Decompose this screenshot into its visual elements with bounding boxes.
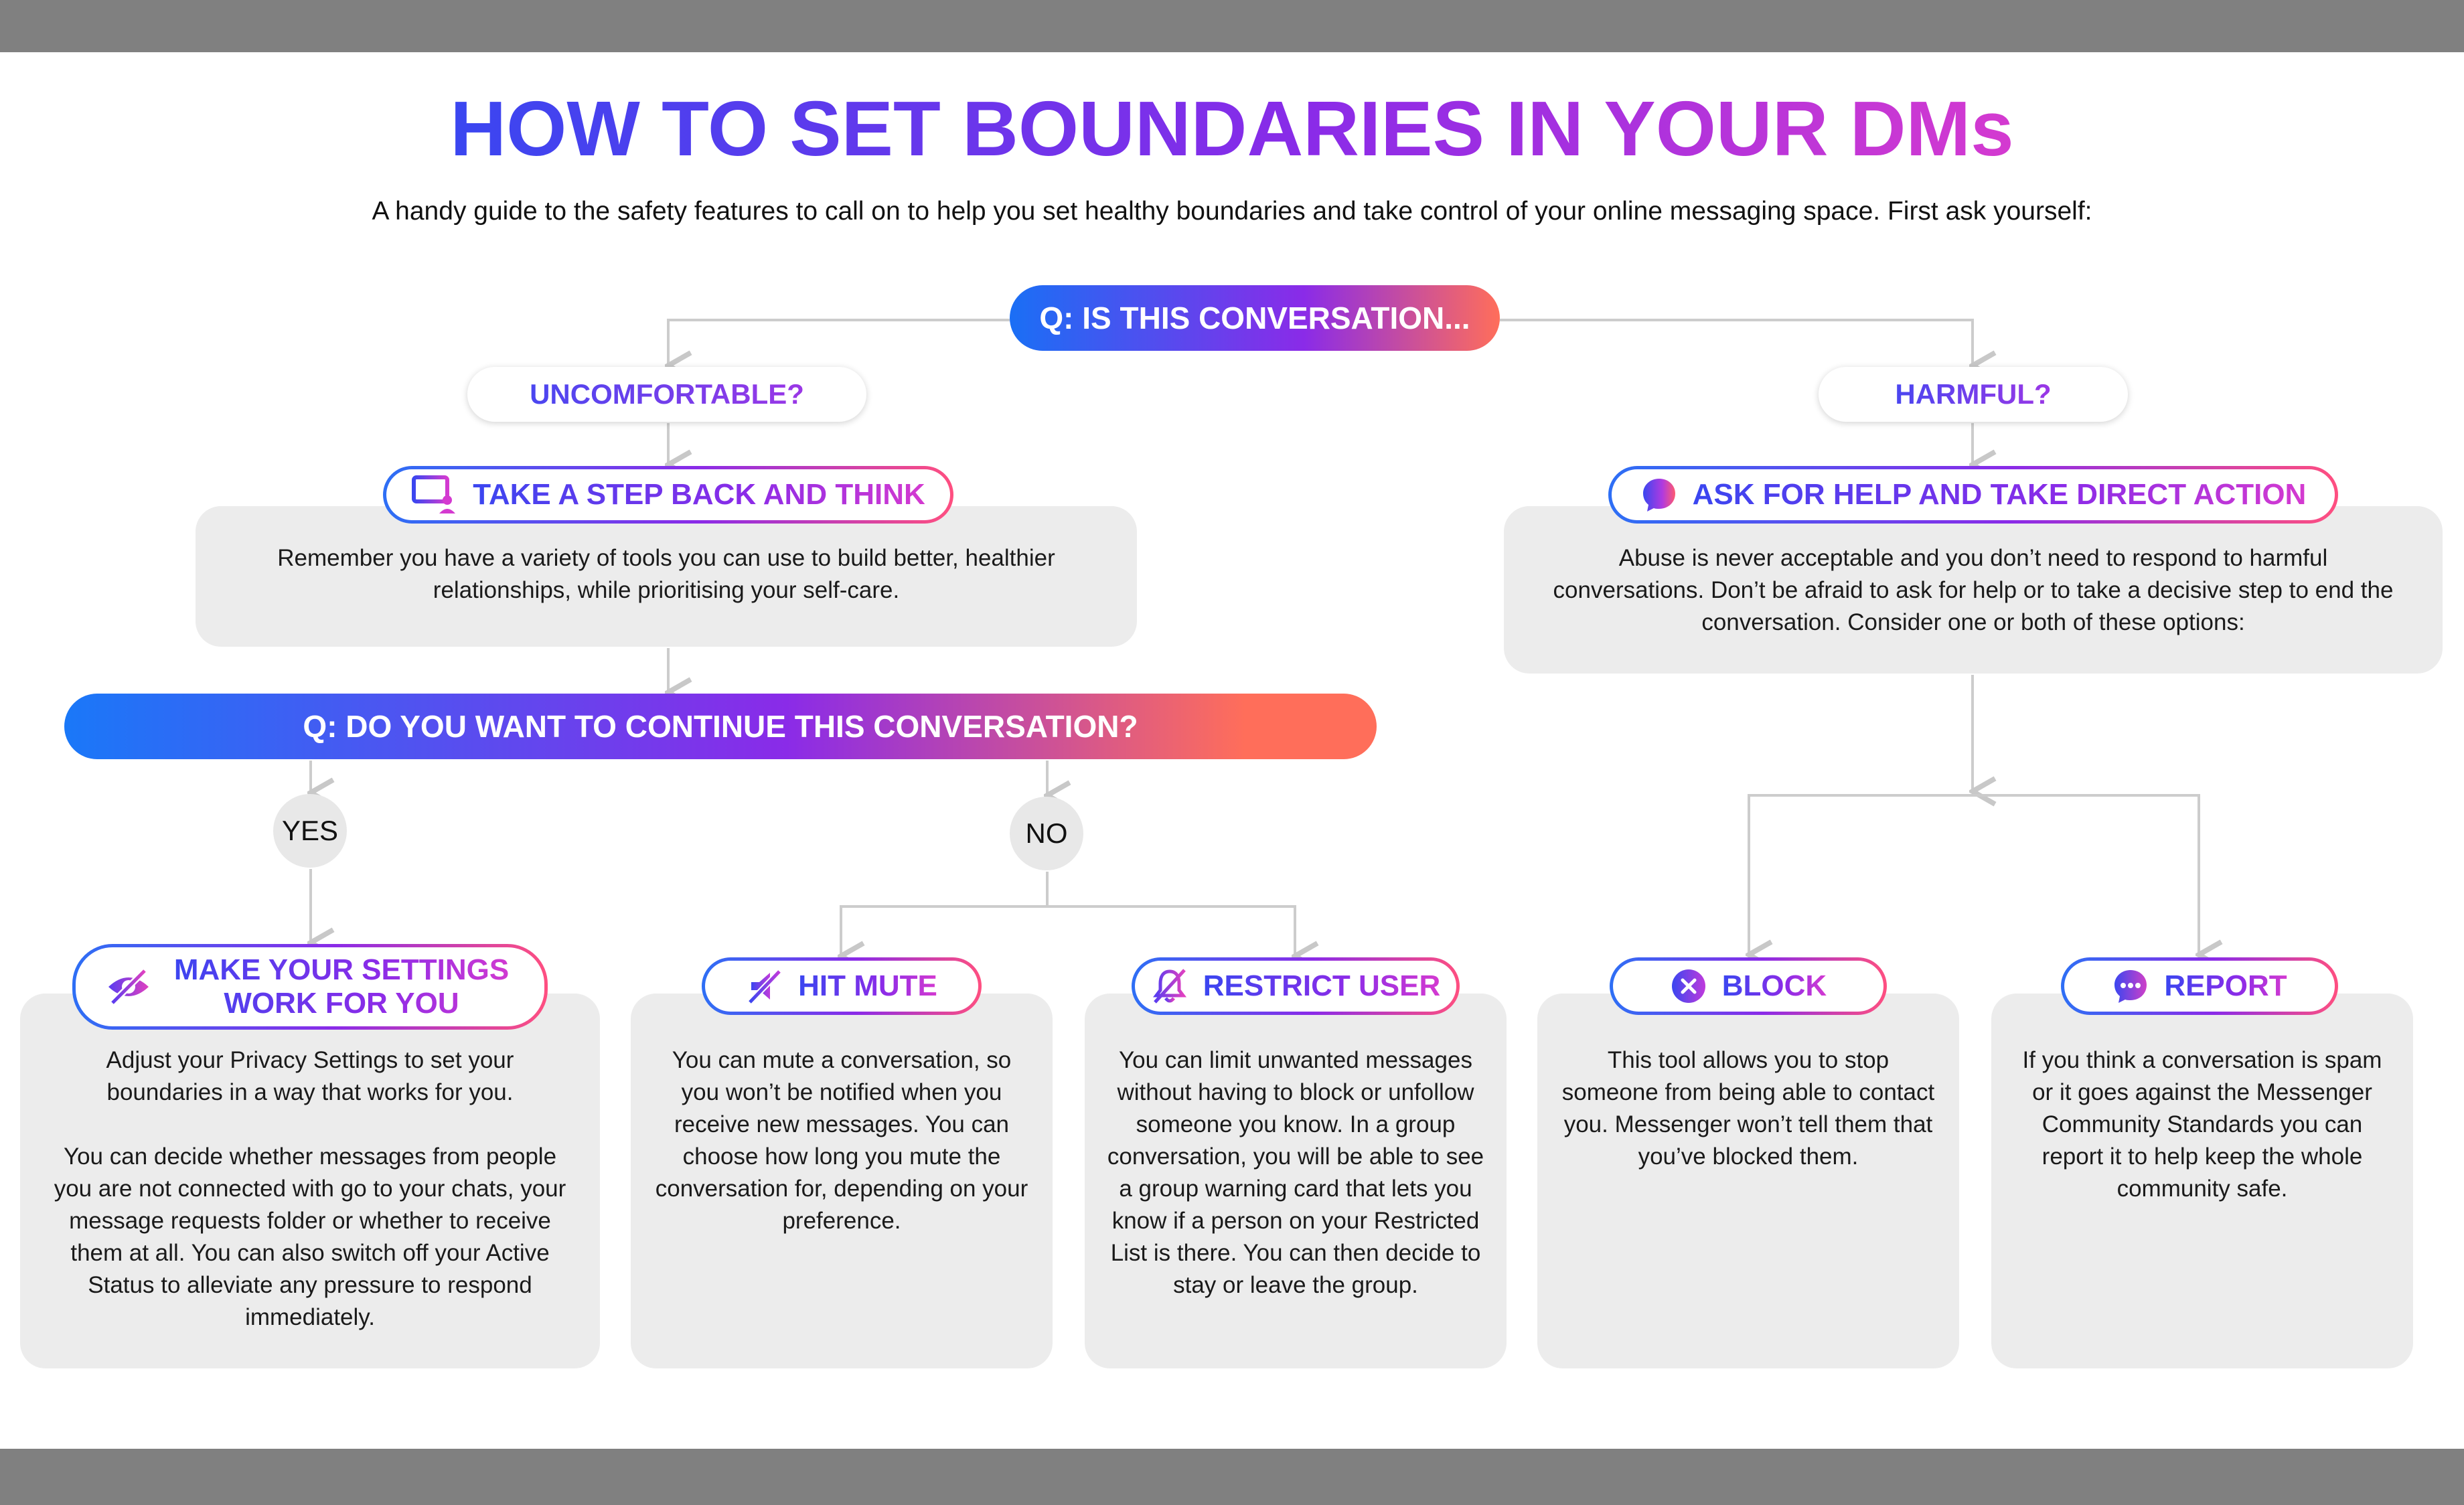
report-heading: REPORT: [2164, 969, 2287, 1002]
answer-uncomfortable: UNCOMFORTABLE?: [467, 367, 866, 422]
answer-harmful: HARMFUL?: [1819, 367, 2128, 422]
block-heading: BLOCK: [1721, 969, 1827, 1002]
x-circle-icon: [1670, 967, 1707, 1005]
settings-body-1: Adjust your Privacy Settings to set your boundaries in a way that works for you.: [106, 1047, 514, 1105]
step-back-card: [196, 506, 1137, 647]
report-body: If you think a conversation is spam or it goes against the Messenger Community Standards you can report it to help keep the whole community safe.: [2022, 1047, 2382, 1202]
page-title: HOW TO SET BOUNDARIES IN YOUR DMs: [450, 85, 2014, 172]
block-card: [1537, 994, 1959, 1368]
block-heading-pill: [1610, 957, 1887, 1015]
ask-help-heading-pill: [1608, 466, 2338, 524]
bell-off-icon: [1151, 967, 1188, 1005]
eye-slash-icon: [104, 967, 153, 1007]
settings-heading-pill: [72, 944, 548, 1030]
restrict-heading-pill: [1132, 957, 1460, 1015]
ask-help-body: Abuse is never acceptable and you don’t need to respond to harmful conversations. Don’t be afraid to ask for help or to take a decisive step to end the conversation. Consider one or both of these options:: [1553, 545, 2394, 635]
chat-bubble-icon: [1640, 476, 1678, 513]
mute-icon: [746, 967, 783, 1005]
dots-bubble-icon: [2112, 967, 2149, 1005]
no-circle: NO: [1010, 797, 1083, 870]
question-continue-conversation: Q: DO YOU WANT TO CONTINUE THIS CONVERSATION?: [64, 694, 1377, 759]
mute-heading: HIT MUTE: [798, 969, 937, 1002]
settings-heading: MAKE YOUR SETTINGS WORK FOR YOU: [167, 953, 516, 1020]
step-back-heading-pill: [383, 466, 953, 524]
restrict-card: [1085, 994, 1507, 1368]
mute-body: You can mute a conversation, so you won’t be notified when you receive new messages. You can choose how long you mute the conversation for, depending on your preference.: [655, 1047, 1028, 1234]
bottom-frame-bar: [0, 1449, 2464, 1505]
ask-help-card: [1504, 506, 2443, 674]
report-card: [1991, 994, 2413, 1368]
mute-heading-pill: [702, 957, 982, 1015]
step-back-heading: TAKE A STEP BACK AND THINK: [473, 478, 925, 511]
screen-person-icon: [411, 473, 458, 516]
ask-help-heading: ASK FOR HELP AND TAKE DIRECT ACTION: [1692, 478, 2307, 511]
mute-card: [631, 994, 1053, 1368]
step-back-body: Remember you have a variety of tools you can use to build better, healthier relationships, while prioritising your self-care.: [277, 545, 1055, 603]
restrict-heading: RESTRICT USER: [1203, 969, 1441, 1002]
block-body: This tool allows you to stop someone from being able to contact you. Messenger won’t tell them that you’ve blocked them.: [1561, 1047, 1935, 1170]
restrict-body: You can limit unwanted messages without having to block or unfollow someone you know. In a group conversation, you will be able to see a group warning card that lets you know if a person on your Restricted List is there. You can then decide to stay or leave the group.: [1107, 1047, 1484, 1298]
settings-body-2: You can decide whether messages from people you are not connected with go to your chats, your message requests folder or whether to receive them at all. You can also switch off your Active Status to alleviate any pressure to respond immediately.: [54, 1143, 566, 1330]
page-subtitle: A handy guide to the safety features to call on to help you set healthy boundaries and take control of your online messaging space. First ask yourself:: [372, 197, 2092, 226]
question-is-this-conversation: Q: IS THIS CONVERSATION...: [1010, 285, 1500, 351]
report-heading-pill: [2061, 957, 2338, 1015]
yes-circle: YES: [273, 794, 347, 868]
settings-card: [20, 994, 600, 1368]
